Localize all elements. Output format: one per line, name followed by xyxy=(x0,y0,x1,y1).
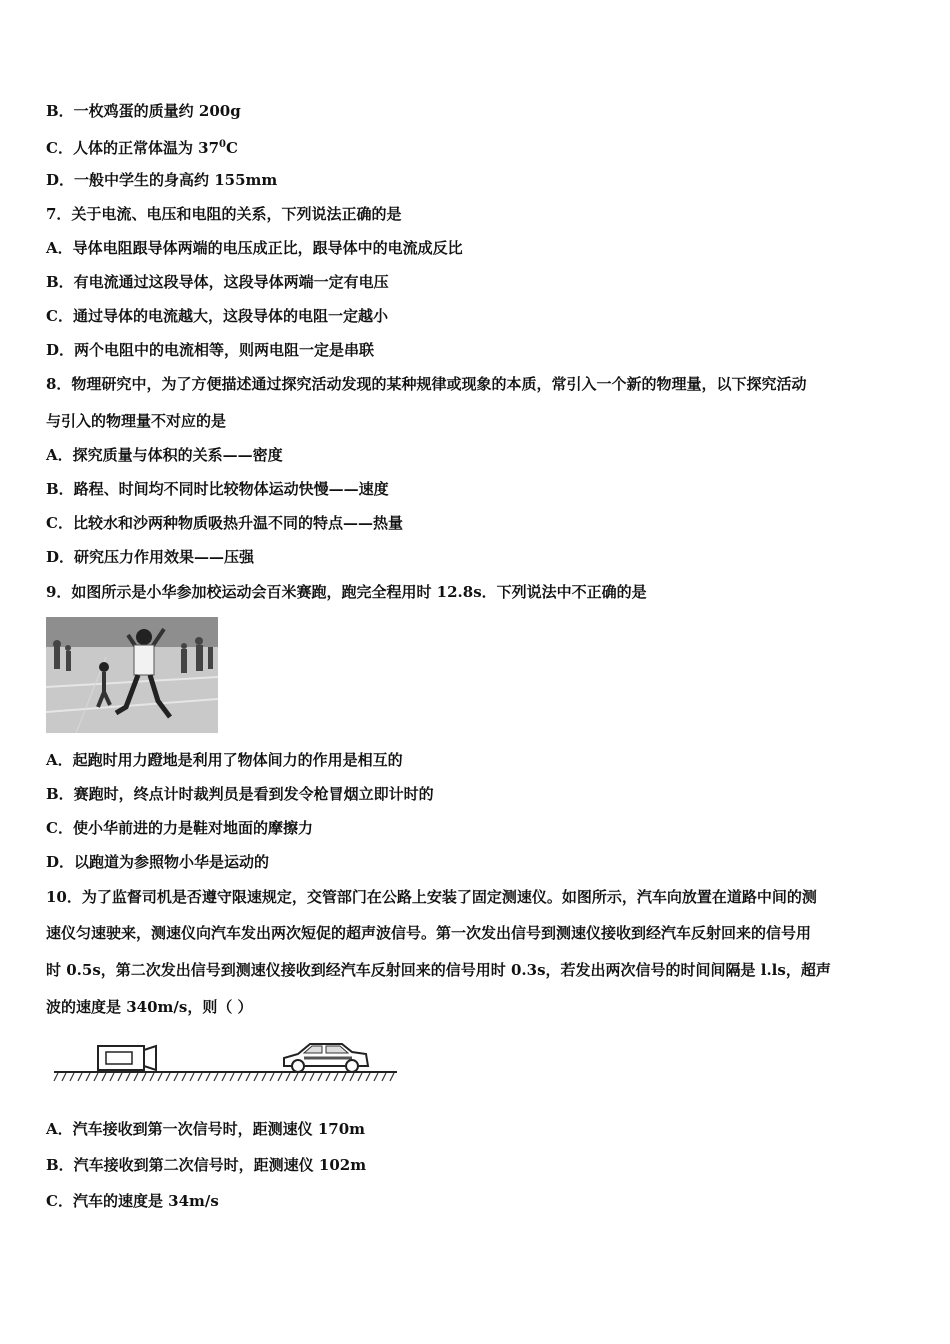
q6c-text: C．人体的正常体温为 37 xyxy=(46,139,220,157)
q8-option-c: C．比较水和沙两种物质吸热升温不同的特点——热量 xyxy=(46,514,403,532)
q7-stem: 7．关于电流、电压和电阻的关系，下列说法正确的是 xyxy=(46,205,402,223)
speed-radar-diagram xyxy=(52,1036,400,1086)
runner-photo xyxy=(46,617,218,733)
q8-option-d: D．研究压力作用效果——压强 xyxy=(46,548,255,566)
runner-photo-illustration xyxy=(46,617,218,733)
q9-option-c: C．使小华前进的力是鞋对地面的摩擦力 xyxy=(46,819,313,837)
q9-option-d: D．以跑道为参照物小华是运动的 xyxy=(46,853,270,871)
q6-option-d: D．一般中学生的身高约 155mm xyxy=(46,171,278,189)
q8-stem-line1: 8．物理研究中，为了方便描述通过探究活动发现的某种规律或现象的本质，常引入一个新的物理量，以下探究活动 xyxy=(46,375,807,393)
q7-option-c: C．通过导体的电流越大，这段导体的电阻一定越小 xyxy=(46,307,388,325)
q10-option-c: C．汽车的速度是 34m/s xyxy=(46,1192,219,1210)
q6-option-c xyxy=(46,135,238,158)
q8-stem-line2: 与引入的物理量不对应的是 xyxy=(46,412,227,430)
q7-option-a: A．导体电阻跟导体两端的电压成正比，跟导体中的电流成反比 xyxy=(46,239,463,257)
q10-stem-line1: 10．为了监督司机是否遵守限速规定，交管部门在公路上安装了固定测速仪。如图所示，汽车向放置在道路中间的测 xyxy=(46,888,817,906)
q9-option-b: B．赛跑时，终点计时裁判员是看到发令枪冒烟立即计时的 xyxy=(46,785,434,803)
q6c-unit: C xyxy=(226,139,238,157)
q6c-degree: 0 xyxy=(219,139,227,150)
q10-stem-line2: 速仪匀速驶来，测速仪向汽车发出两次短促的超声波信号。第一次发出信号到测速仪接收到经汽车反射回来的信号用 xyxy=(46,924,812,942)
speed-radar-illustration xyxy=(52,1036,400,1086)
q10-option-a: A．汽车接收到第一次信号时，距测速仪 170m xyxy=(46,1120,366,1138)
q10-stem-line3: 时 0.5s，第二次发出信号到测速仪接收到经汽车反射回来的信号用时 0.3s，若发出两次信号的时间间隔是 l.ls，超声 xyxy=(46,961,831,979)
q9-option-a: A．起跑时用力蹬地是利用了物体间力的作用是相互的 xyxy=(46,751,403,769)
q10-option-b: B．汽车接收到第二次信号时，距测速仪 102m xyxy=(46,1156,367,1174)
q6-option-b: B．一枚鸡蛋的质量约 200g xyxy=(46,102,241,120)
q8-option-b: B．路程、时间均不同时比较物体运动快慢——速度 xyxy=(46,480,389,498)
q10-stem-line4: 波的速度是 340m/s，则（ ） xyxy=(46,998,253,1016)
q9-stem: 9．如图所示是小华参加校运动会百米赛跑，跑完全程用时 12.8s．下列说法中不正确的是 xyxy=(46,583,647,601)
q8-option-a: A．探究质量与体积的关系——密度 xyxy=(46,446,283,464)
q7-option-d: D．两个电阻中的电流相等，则两电阻一定是串联 xyxy=(46,341,375,359)
q7-option-b: B．有电流通过这段导体，这段导体两端一定有电压 xyxy=(46,273,389,291)
